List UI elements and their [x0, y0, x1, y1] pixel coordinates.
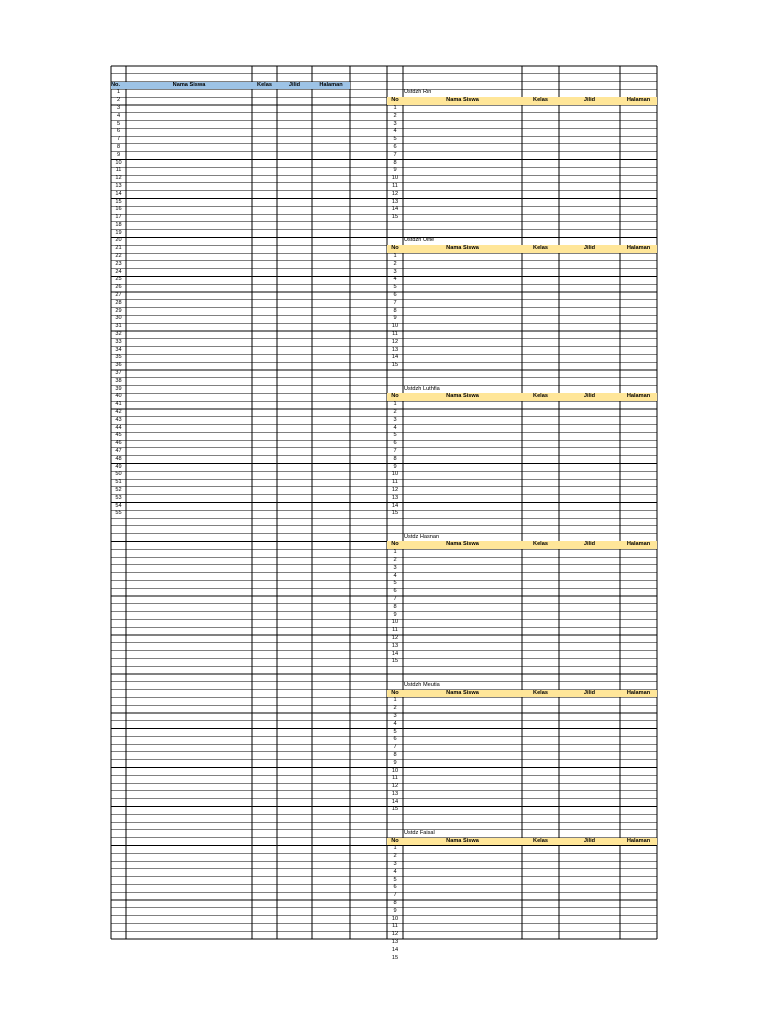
- left-header-nama-siswa: Nama Siswa: [172, 81, 206, 88]
- group-row-number: 13: [391, 494, 399, 501]
- group-row-number: 4: [393, 720, 397, 727]
- group-row-number: 9: [393, 463, 397, 470]
- group-row-number: 12: [391, 931, 399, 938]
- group-row-number: 13: [391, 198, 399, 205]
- group-row-number: 2: [393, 705, 397, 712]
- group-teacher-name: Ustdz Faisal: [404, 829, 435, 836]
- left-row-number: 14: [115, 190, 122, 197]
- group-row-number: 9: [393, 315, 397, 322]
- group-row-number: 5: [393, 876, 397, 883]
- group-row-number: 6: [393, 143, 397, 150]
- group-row-number: 15: [391, 954, 399, 961]
- group-row-number: 9: [393, 611, 397, 618]
- group-row-number: 10: [391, 915, 399, 922]
- group-row-number: 11: [392, 331, 398, 338]
- group-row-number: 10: [391, 175, 399, 182]
- group-row-number: 13: [391, 642, 399, 649]
- group-row-number: 7: [393, 596, 397, 603]
- left-row-number: 5: [116, 120, 121, 127]
- left-row-number: 36: [115, 362, 122, 369]
- left-row-number: 28: [115, 299, 122, 306]
- left-row-number: 32: [115, 331, 122, 338]
- group-row-number: 8: [393, 900, 397, 907]
- group-teacher-name: Ustdz Hasnan: [404, 533, 440, 540]
- left-row-number: 23: [115, 260, 122, 267]
- group-row-number: 11: [392, 479, 398, 486]
- group-row-number: 8: [393, 603, 397, 610]
- left-row-number: 22: [115, 253, 122, 260]
- group-row-number: 15: [391, 214, 399, 221]
- left-row-number: 20: [115, 237, 122, 244]
- group-header-kelas: Kelas: [533, 245, 548, 252]
- group-header-kelas: Kelas: [533, 837, 548, 844]
- group-header-halaman: Halaman: [626, 97, 651, 104]
- left-header-jilid: Jilid: [288, 81, 301, 88]
- left-row-number: 51: [115, 479, 122, 486]
- group-teacher-name: Ustdzh Luthfia: [404, 385, 440, 392]
- left-row-number: 9: [116, 151, 121, 158]
- group-row-number: 6: [393, 588, 397, 595]
- group-row-number: 13: [391, 790, 399, 797]
- left-row-number: 42: [115, 408, 122, 415]
- left-row-number: 52: [115, 486, 122, 493]
- group-header-jilid: Jilid: [583, 245, 596, 252]
- left-row-number: 38: [115, 377, 122, 384]
- left-row-number: 37: [115, 369, 122, 376]
- group-row-number: 10: [391, 323, 399, 330]
- group-row-number: 14: [391, 354, 399, 361]
- left-row-number: 19: [115, 229, 122, 236]
- group-header-nama-siswa: Nama Siswa: [446, 541, 479, 548]
- group-row-number: 14: [391, 798, 399, 805]
- group-row-number: 2: [393, 112, 397, 119]
- left-row-number: 17: [115, 214, 122, 221]
- left-row-number: 7: [116, 136, 121, 143]
- group-row-number: 15: [391, 510, 399, 517]
- left-row-number: 29: [115, 307, 122, 314]
- left-row-number: 41: [115, 401, 122, 408]
- left-row-number: 13: [115, 182, 122, 189]
- group-row-number: 5: [393, 284, 397, 291]
- group-row-number: 7: [393, 151, 397, 158]
- group-row-number: 14: [391, 946, 399, 953]
- group-row-number: 14: [391, 206, 399, 213]
- group-header-halaman: Halaman: [626, 393, 651, 400]
- group-row-number: 2: [393, 557, 397, 564]
- group-row-number: 10: [391, 471, 399, 478]
- group-row-number: 8: [393, 159, 397, 166]
- left-row-number: 21: [115, 245, 122, 252]
- group-row-number: 4: [393, 572, 397, 579]
- group-header-nama-siswa: Nama Siswa: [446, 245, 479, 252]
- left-row-number: 8: [116, 143, 121, 150]
- left-row-number: 54: [115, 502, 122, 509]
- left-header-kelas: Kelas: [257, 81, 272, 88]
- group-row-number: 2: [393, 260, 397, 267]
- group-row-number: 4: [393, 424, 397, 431]
- left-row-number: 34: [115, 346, 122, 353]
- group-header-kelas: Kelas: [533, 97, 548, 104]
- group-header-no: No: [391, 245, 399, 252]
- group-header-nama-siswa: Nama Siswa: [446, 689, 479, 696]
- left-row-number: 15: [115, 198, 122, 205]
- left-row-number: 40: [115, 393, 122, 400]
- group-row-number: 5: [393, 136, 397, 143]
- group-row-number: 11: [392, 923, 398, 930]
- group-row-number: 3: [393, 416, 397, 423]
- group-header-jilid: Jilid: [583, 393, 596, 400]
- group-row-number: 13: [391, 939, 399, 945]
- group-row-number: 6: [393, 736, 397, 743]
- group-row-number: 9: [393, 907, 397, 914]
- group-row-number: 5: [393, 728, 397, 735]
- group-row-number: 4: [393, 276, 397, 283]
- group-header-no: No: [391, 541, 399, 548]
- group-row-number: 1: [393, 253, 397, 260]
- left-row-number: 55: [115, 510, 122, 517]
- left-row-number: 11: [115, 167, 122, 174]
- group-row-number: 3: [393, 120, 397, 127]
- group-header-jilid: Jilid: [583, 541, 596, 548]
- group-row-number: 6: [393, 884, 397, 891]
- left-row-number: 1: [116, 89, 121, 96]
- group-row-number: 12: [391, 783, 399, 790]
- group-teacher-name: Ustdzh Ulfie: [404, 237, 435, 244]
- left-row-number: 10: [115, 159, 122, 166]
- group-row-number: 2: [393, 408, 397, 415]
- left-header-no: No.: [111, 81, 121, 88]
- group-row-number: 1: [393, 845, 397, 852]
- group-teacher-name: Ustdzh Meutia: [404, 681, 440, 688]
- group-header-halaman: Halaman: [626, 689, 651, 696]
- left-row-number: 2: [116, 97, 121, 104]
- group-row-number: 14: [391, 502, 399, 509]
- left-row-number: 4: [116, 112, 121, 119]
- group-row-number: 3: [393, 861, 397, 868]
- group-header-no: No: [391, 837, 399, 844]
- group-row-number: 10: [391, 619, 399, 626]
- left-row-number: 43: [115, 416, 122, 423]
- left-row-number: 39: [115, 385, 122, 392]
- group-row-number: 8: [393, 751, 397, 758]
- left-row-number: 6: [116, 128, 121, 135]
- left-row-number: 35: [115, 354, 122, 361]
- group-row-number: 2: [393, 853, 397, 860]
- left-row-number: 12: [115, 175, 122, 182]
- group-row-number: 3: [393, 712, 397, 719]
- group-row-number: 11: [392, 775, 398, 782]
- group-header-kelas: Kelas: [533, 689, 548, 696]
- group-row-number: 5: [393, 580, 397, 587]
- left-row-number: 50: [115, 471, 122, 478]
- left-row-number: 3: [116, 104, 121, 111]
- left-row-number: 25: [115, 276, 122, 283]
- group-row-number: 13: [391, 346, 399, 353]
- group-row-number: 8: [393, 307, 397, 314]
- group-header-nama-siswa: Nama Siswa: [446, 97, 479, 104]
- group-row-number: 14: [391, 650, 399, 657]
- group-header-halaman: Halaman: [626, 541, 651, 548]
- group-row-number: 9: [393, 167, 397, 174]
- left-header-halaman: Halaman: [319, 81, 343, 88]
- group-row-number: 15: [391, 806, 399, 813]
- left-row-number: 18: [115, 221, 122, 228]
- left-row-number: 33: [115, 338, 122, 345]
- left-row-number: 31: [115, 323, 122, 330]
- group-row-number: 12: [391, 190, 399, 197]
- left-row-number: 16: [115, 206, 122, 213]
- group-row-number: 1: [393, 104, 397, 111]
- group-row-number: 11: [392, 182, 398, 189]
- left-row-number: 53: [115, 494, 122, 501]
- left-row-number: 24: [115, 268, 122, 275]
- group-row-number: 15: [391, 658, 399, 665]
- group-header-jilid: Jilid: [583, 837, 596, 844]
- group-header-jilid: Jilid: [583, 97, 596, 104]
- group-row-number: 7: [393, 299, 397, 306]
- group-row-number: 12: [391, 635, 399, 641]
- left-row-number: 49: [115, 463, 122, 470]
- group-row-number: 3: [393, 564, 397, 571]
- group-row-number: 8: [393, 455, 397, 462]
- group-row-number: 15: [391, 362, 399, 369]
- left-row-number: 30: [115, 315, 122, 322]
- group-row-number: 4: [393, 128, 397, 135]
- left-row-number: 48: [115, 455, 122, 462]
- group-header-no: No: [391, 689, 399, 696]
- left-row-number: 44: [115, 424, 122, 431]
- group-row-number: 7: [393, 447, 397, 454]
- group-row-number: 12: [391, 486, 399, 493]
- group-row-number: 10: [391, 767, 399, 774]
- group-row-number: 11: [392, 627, 398, 634]
- left-row-number: 47: [115, 447, 122, 454]
- group-header-nama-siswa: Nama Siswa: [446, 837, 479, 844]
- group-header-no: No: [391, 97, 399, 104]
- group-header-nama-siswa: Nama Siswa: [446, 393, 479, 400]
- group-header-kelas: Kelas: [533, 541, 548, 548]
- group-row-number: 5: [393, 432, 397, 439]
- group-row-number: 1: [393, 697, 397, 704]
- left-row-number: 45: [115, 432, 122, 439]
- group-row-number: 3: [393, 268, 397, 275]
- group-row-number: 6: [393, 292, 397, 299]
- group-teacher-name: Ustdzh Rin: [404, 89, 432, 96]
- group-row-number: 9: [393, 759, 397, 766]
- group-header-jilid: Jilid: [583, 689, 596, 696]
- group-header-halaman: Halaman: [626, 837, 651, 844]
- group-header-no: No: [391, 393, 399, 400]
- group-row-number: 7: [393, 744, 397, 751]
- group-row-number: 6: [393, 440, 397, 447]
- group-row-number: 1: [393, 549, 397, 556]
- group-row-number: 4: [393, 868, 397, 875]
- group-row-number: 7: [393, 892, 397, 899]
- group-row-number: 12: [391, 338, 399, 345]
- group-header-halaman: Halaman: [626, 245, 651, 252]
- left-row-number: 26: [115, 284, 122, 291]
- left-row-number: 46: [115, 440, 122, 447]
- group-row-number: 1: [393, 401, 397, 408]
- left-row-number: 27: [115, 292, 122, 299]
- group-header-kelas: Kelas: [533, 393, 548, 400]
